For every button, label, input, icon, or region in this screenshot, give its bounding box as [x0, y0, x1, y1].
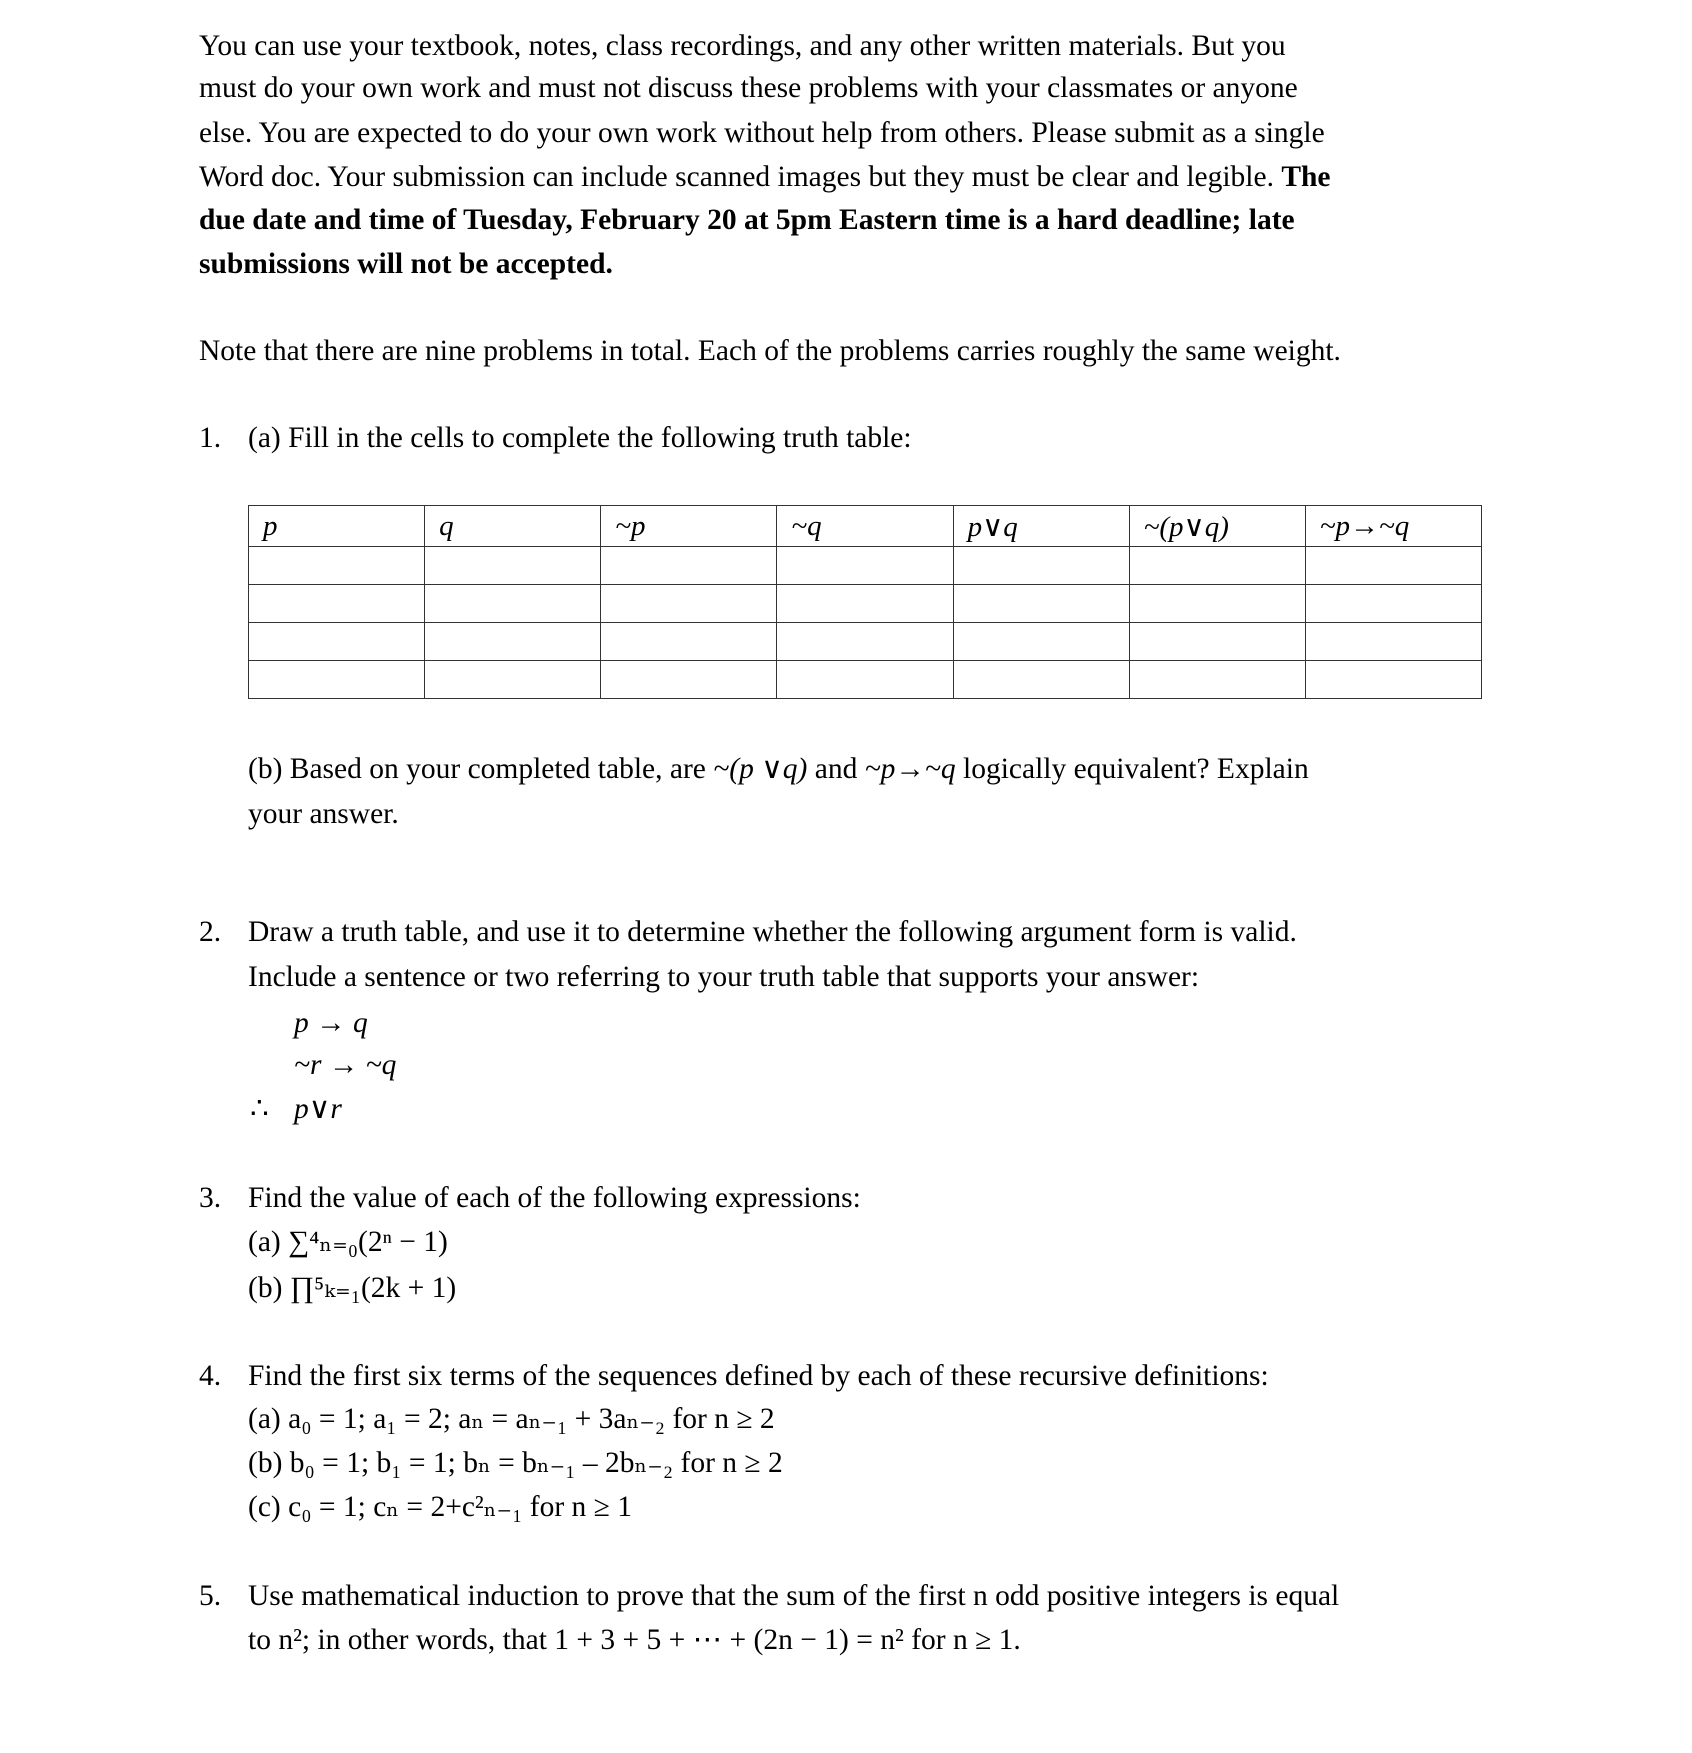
problem-1b-text: your answer.	[248, 798, 399, 830]
empty-cell	[601, 661, 777, 699]
table-header-cell: ~p	[601, 506, 777, 547]
empty-cell	[1305, 623, 1481, 661]
problem-number: 2.	[199, 916, 222, 948]
empty-cell	[777, 661, 953, 699]
problem-number: 3.	[199, 1182, 222, 1214]
text: (b) Based on your completed table, are	[248, 753, 714, 785]
intro-line: must do your own work and must not discuss these problems with your classmates or anyone	[199, 72, 1298, 104]
empty-cell	[249, 547, 425, 585]
table-header-cell: p∨q	[953, 506, 1129, 547]
empty-cell	[1129, 623, 1305, 661]
truth-table	[248, 505, 1482, 699]
problem-part: (b) b₀ = 1; b₁ = 1; bₙ = bₙ₋₁ – 2bₙ₋₂ for n ≥ 2	[248, 1447, 783, 1479]
empty-cell	[953, 585, 1129, 623]
table-row	[249, 585, 1482, 623]
text: logically equivalent? Explain	[955, 753, 1309, 785]
intro-line: else. You are expected to do your own work without help from others. Please submit as a single	[199, 117, 1325, 149]
problem-part: (a) ∑⁴ₙ₌₀(2ⁿ − 1)	[248, 1226, 448, 1258]
problem-text: Use mathematical induction to prove that the sum of the first n odd positive integers is equal	[248, 1580, 1340, 1612]
premise: p → q	[294, 1007, 368, 1039]
table-row	[249, 623, 1482, 661]
table-header-cell: ~q	[777, 506, 953, 547]
table-header-cell: p	[249, 506, 425, 547]
intro-line	[199, 160, 1331, 194]
empty-cell	[1129, 585, 1305, 623]
empty-cell	[601, 585, 777, 623]
note-text: Note that there are nine problems in total. Each of the problems carries roughly the same weight.	[199, 335, 1341, 367]
problem-number: 5.	[199, 1580, 222, 1612]
table-header-cell: q	[425, 506, 601, 547]
deadline-text: submissions will not be accepted.	[199, 248, 613, 280]
table-row	[249, 661, 1482, 699]
table-header-cell: ~p→~q	[1305, 506, 1481, 547]
empty-cell	[953, 623, 1129, 661]
table-header-cell: ~(p∨q)	[1129, 506, 1305, 547]
problem-part: (b) ∏⁵ₖ₌₁(2k + 1)	[248, 1272, 457, 1304]
empty-cell	[249, 623, 425, 661]
empty-cell	[777, 585, 953, 623]
problem-text: Find the value of each of the following expressions:	[248, 1182, 861, 1214]
empty-cell	[1129, 547, 1305, 585]
empty-cell	[1305, 661, 1481, 699]
premise: ~r → ~q	[294, 1049, 397, 1081]
expression: ~p→~q	[864, 753, 956, 785]
problem-number: 4.	[199, 1360, 222, 1392]
empty-cell	[777, 623, 953, 661]
expression: ~(p ∨q)	[713, 753, 808, 785]
therefore-symbol: ∴	[250, 1093, 269, 1125]
empty-cell	[1129, 661, 1305, 699]
empty-cell	[425, 547, 601, 585]
empty-cell	[953, 661, 1129, 699]
deadline-text: due date and time of Tuesday, February 20 at 5pm Eastern time is a hard deadline; late	[199, 204, 1295, 236]
text: and	[807, 753, 865, 785]
intro-line: You can use your textbook, notes, class recordings, and any other written materials. But you	[199, 30, 1286, 62]
problem-part: (c) c₀ = 1; cₙ = 2+c²ₙ₋₁ for n ≥ 1	[248, 1491, 632, 1523]
empty-cell	[249, 585, 425, 623]
intro-text: Word doc. Your submission can include scanned images but they must be clear and legible.	[199, 161, 1282, 193]
problem-text: Find the first six terms of the sequences defined by each of these recursive definitions:	[248, 1360, 1269, 1392]
conclusion: p∨r	[294, 1093, 342, 1125]
problem-text: Draw a truth table, and use it to determine whether the following argument form is valid.	[248, 916, 1297, 948]
empty-cell	[601, 623, 777, 661]
empty-cell	[1305, 585, 1481, 623]
empty-cell	[425, 623, 601, 661]
empty-cell	[777, 547, 953, 585]
empty-cell	[1305, 547, 1481, 585]
problem-text: to n²; in other words, that 1 + 3 + 5 + ⋯ + (2n − 1) = n² for n ≥ 1.	[248, 1624, 1021, 1656]
table-row	[249, 547, 1482, 585]
problem-text: (a) Fill in the cells to complete the following truth table:	[248, 422, 912, 454]
problem-1b-text	[248, 752, 1309, 786]
empty-cell	[601, 547, 777, 585]
empty-cell	[953, 547, 1129, 585]
problem-text: Include a sentence or two referring to your truth table that supports your answer:	[248, 961, 1200, 993]
empty-cell	[425, 585, 601, 623]
empty-cell	[425, 661, 601, 699]
problem-part: (a) a₀ = 1; a₁ = 2; aₙ = aₙ₋₁ + 3aₙ₋₂ for n ≥ 2	[248, 1403, 775, 1435]
problem-number: 1.	[199, 422, 222, 454]
empty-cell	[249, 661, 425, 699]
deadline-text: The	[1281, 161, 1331, 193]
